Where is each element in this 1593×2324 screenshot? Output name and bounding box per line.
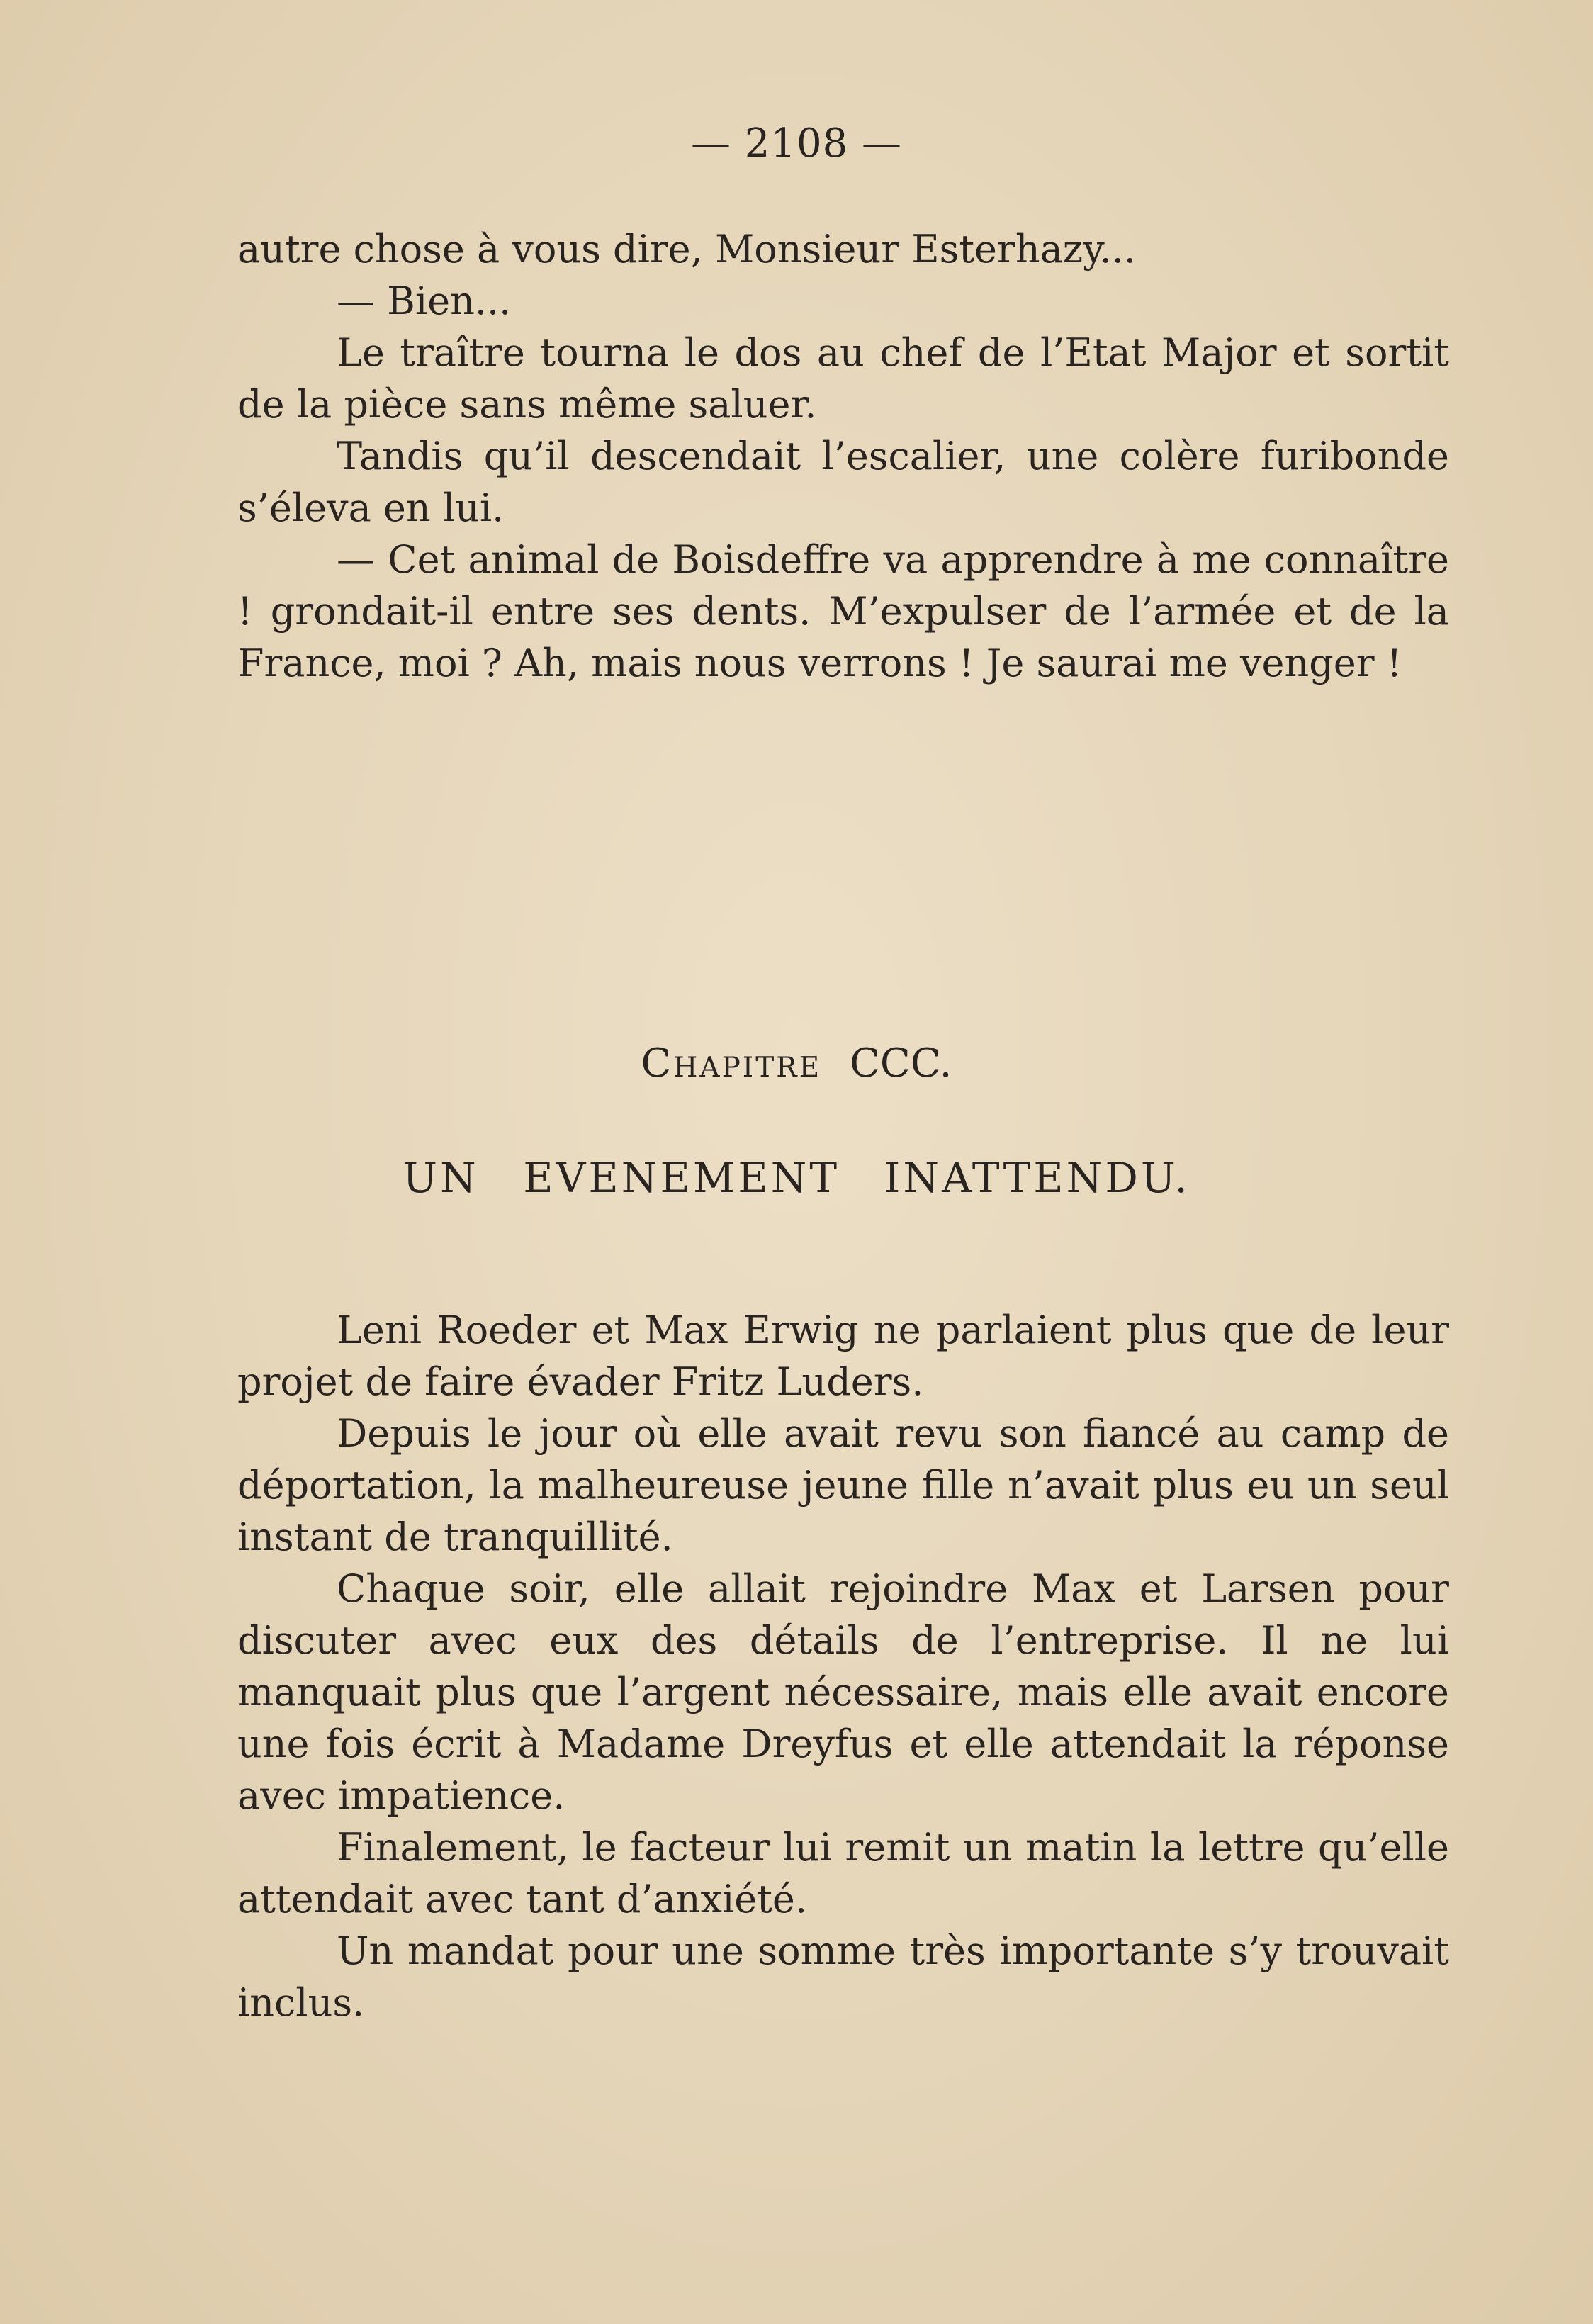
paragraph: Finalement, le facteur lui remit un matin la lettre qu’elle attendait avec tant d’anxiété.	[237, 1825, 1449, 1921]
paragraph: Depuis le jour où elle avait revu son fiancé au camp de déportation, la malheureuse jeune fille n’avait plus eu un seul instant de tranquillité.	[237, 1411, 1449, 1559]
paragraph: Un mandat pour une somme très importante s’y trouvait inclus.	[237, 1929, 1449, 2025]
paragraph: Chaque soir, elle allait rejoindre Max et Larsen pour discuter avec eux des détails de l’entreprise. Il ne lui manquait plus que l’argent nécessaire, mais elle avait encore une fois écrit à Madame Dreyfus et elle attendait la réponse avec impatience.	[237, 1566, 1449, 1818]
chapter-number: CCC.	[850, 1040, 952, 1087]
chapter-label: Chapitre	[641, 1040, 822, 1087]
page-number: — 2108 —	[690, 120, 903, 167]
chapter-heading	[0, 1040, 1593, 1087]
chapter-title: UN EVENEMENT INATTENDU.	[403, 1154, 1190, 1202]
paragraph: Leni Roeder et Max Erwig ne parlaient plus que de leur projet de faire évader Fritz Luders.	[237, 1308, 1449, 1404]
paragraph: — Cet animal de Boisdeffre va apprendre à me connaître ! grondait-il entre ses dents. M’expulser de l’armée et de la France, moi ? Ah, mais nous verrons ! Je saurai me venger !	[237, 537, 1449, 685]
text-block-bottom	[237, 1304, 1449, 2028]
paragraph: autre chose à vous dire, Monsieur Esterhazy...	[237, 227, 1137, 271]
paragraph: — Bien...	[337, 279, 512, 323]
paragraph: Tandis qu’il descendait l’escalier, une colère furibonde s’éleva en lui.	[237, 434, 1449, 530]
paragraph: Le traître tourna le dos au chef de l’Etat Major et sortit de la pièce sans même saluer.	[237, 330, 1449, 427]
text-block-top	[237, 223, 1449, 689]
